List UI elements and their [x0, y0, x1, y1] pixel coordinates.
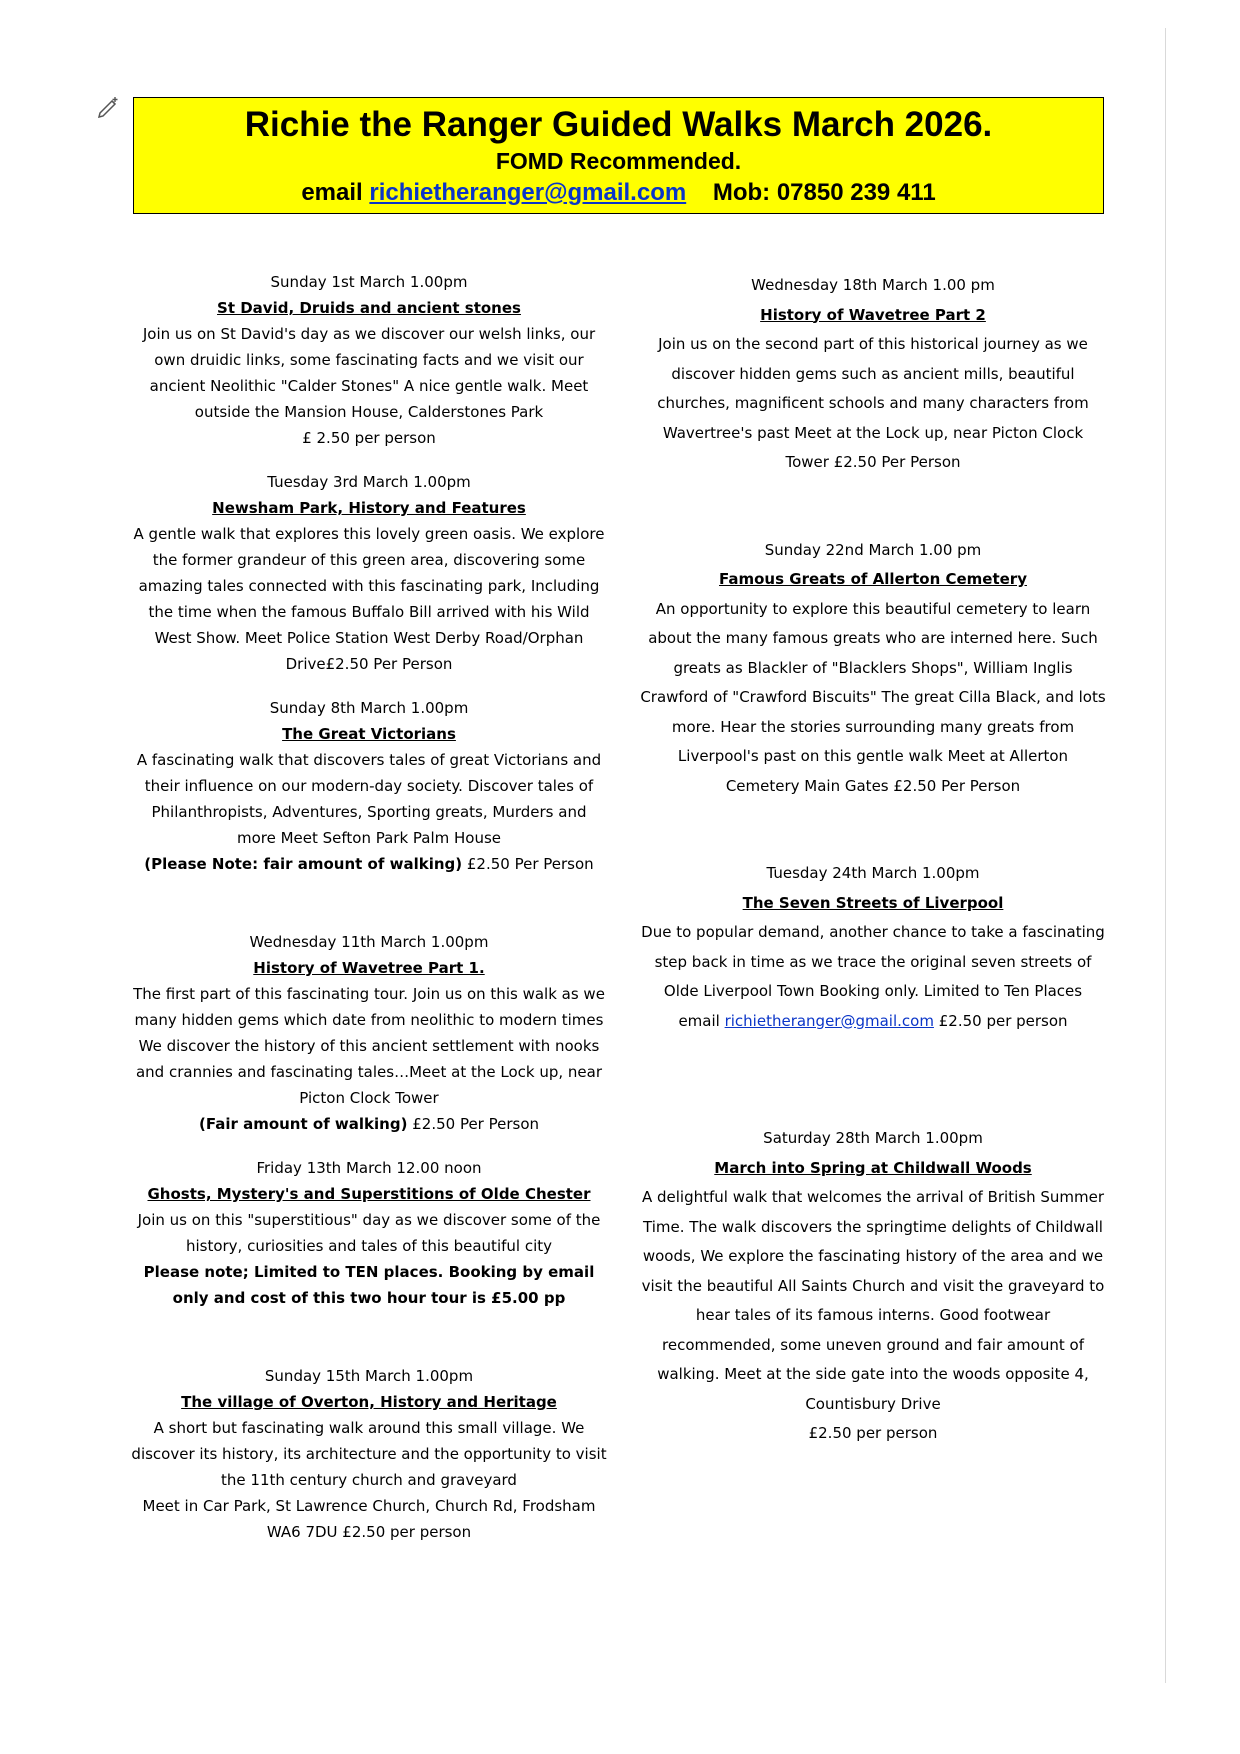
- event-great-victorians: [130, 695, 608, 877]
- event-allerton-cemetery: [640, 536, 1106, 802]
- event-description: Join us on this "superstitious" day as we discover some of the history, curiosities and tales of this beautiful city: [137, 1211, 601, 1255]
- event-description: A delightful walk that welcomes the arrival of British Summer Time. The walk discovers the springtime delights of Childwall woods, We explore the fascinating history of the area and we visit the beautiful All Saints Church and visit the graveyard to hear tales of its famous interns. Good footwear recommended, some uneven ground and fair amount of walking. Meet at the side gate into the woods opposite 4, Countisbury Drive: [641, 1188, 1105, 1413]
- event-contact: [640, 1007, 1106, 1037]
- event-footer: [130, 851, 608, 877]
- event-description: Join us on St David's day as we discover our welsh links, our own druidic links, some fascinating facts and we visit our ancient Neolithic "Calder Stones" A nice gentle walk. Meet outside the Mansion House, Calderstones Park: [142, 325, 596, 421]
- event-price: £2.50 Per Person: [466, 855, 594, 873]
- event-price: £ 2.50 per person: [302, 429, 436, 447]
- event-wavertree-part-2: [640, 271, 1106, 478]
- event-description: A gentle walk that explores this lovely green oasis. We explore the former grandeur of this green area, discovering some amazing tales connected with this fascinating park, Including the time when the famous Buffalo Bill arrived with his Wild West Show. Meet Police Station West Derby Road/Orphan Drive£2.50 Per Person: [133, 525, 605, 673]
- event-wavertree-part-1: [130, 929, 608, 1137]
- event-title: The village of Overton, History and Heritage: [181, 1393, 557, 1411]
- event-meeting: Meet in Car Park, St Lawrence Church, Church Rd, Frodsham WA6 7DU £2.50 per person: [142, 1497, 596, 1541]
- event-date: Tuesday 3rd March 1.00pm: [267, 473, 471, 491]
- event-price: £2.50 Per Person: [412, 1115, 540, 1133]
- event-note: Please note; Limited to TEN places. Booking by email only and cost of this two hour tour is £5.00 pp: [143, 1263, 595, 1307]
- event-title: History of Wavetree Part 1.: [253, 959, 485, 977]
- event-date: Sunday 1st March 1.00pm: [270, 273, 468, 291]
- event-footer: [130, 1111, 608, 1137]
- event-title: Newsham Park, History and Features: [212, 499, 526, 517]
- event-date: Friday 13th March 12.00 noon: [256, 1159, 482, 1177]
- event-title: History of Wavetree Part 2: [760, 305, 986, 324]
- event-description: An opportunity to explore this beautiful cemetery to learn about the many famous greats who are interned here. Such greats as Blackler of "Blacklers Shops", William Inglis Crawford of "Crawford Biscuits" The great Cilla Black, and lots more. Hear the stories surrounding many greats from Liverpool's past on this gentle walk Meet at Allerton Cemetery Main Gates £2.50 Per Person: [640, 599, 1106, 795]
- event-seven-streets: [640, 859, 1106, 1036]
- edit-pen-icon: [95, 95, 121, 121]
- page-title: Richie the Ranger Guided Walks March 2026.: [244, 105, 993, 144]
- event-description: A fascinating walk that discovers tales of great Victorians and their influence on our modern-day society. Discover tales of Philanthropists, Adventures, Sporting greats, Murders and more Meet Sefton Park Palm House: [136, 751, 602, 847]
- event-title: The Great Victorians: [282, 725, 456, 743]
- mobile-number: Mob: 07850 239 411: [712, 179, 936, 206]
- event-overton-village: [130, 1363, 608, 1545]
- event-price: £2.50 per person: [938, 1011, 1068, 1030]
- event-title: March into Spring at Childwall Woods: [714, 1158, 1032, 1177]
- event-date: Sunday 8th March 1.00pm: [269, 699, 469, 717]
- event-title: St David, Druids and ancient stones: [217, 299, 521, 317]
- email-label: email: [301, 179, 363, 206]
- event-date: Wednesday 11th March 1.00pm: [249, 933, 489, 951]
- event-date: Sunday 15th March 1.00pm: [264, 1367, 474, 1385]
- event-description: The first part of this fascinating tour. Join us on this walk as we many hidden gems which date from neolithic to modern times We discover the history of this ancient settlement with nooks and crannies and fascinating tales…Meet at the Lock up, near Picton Clock Tower: [133, 985, 605, 1107]
- event-note: (Please Note: fair amount of walking): [144, 855, 463, 873]
- event-date: Wednesday 18th March 1.00 pm: [751, 276, 995, 294]
- contact-line: [134, 176, 1103, 210]
- event-title: Ghosts, Mystery's and Superstitions of Olde Chester: [147, 1185, 591, 1203]
- event-description: Due to popular demand, another chance to take a fascinating step back in time as we trace the original seven streets of Olde Liverpool Town Booking only. Limited to Ten Places: [641, 923, 1105, 1000]
- event-date: Sunday 22nd March 1.00 pm: [764, 540, 982, 559]
- event-st-david: [130, 269, 608, 451]
- event-description: A short but fascinating walk around this small village. We discover its history, its architecture and the opportunity to visit the 11th century church and graveyard: [131, 1419, 607, 1489]
- page-subtitle: FOMD Recommended.: [495, 148, 742, 174]
- page-margin-rule: [1165, 28, 1166, 1683]
- email-label: email: [678, 1011, 720, 1030]
- event-price: £2.50 per person: [808, 1424, 938, 1442]
- event-date: Tuesday 24th March 1.00pm: [766, 864, 980, 882]
- right-column: [640, 271, 1106, 1449]
- email-link[interactable]: richietheranger@gmail.com: [369, 179, 687, 206]
- event-description: Join us on the second part of this historical journey as we discover hidden gems such as ancient mills, beautiful churches, magnificent schools and many characters from Wavertree's past Meet at the Lock up, near Picton Clock Tower £2.50 Per Person: [657, 335, 1089, 471]
- event-olde-chester: [130, 1155, 608, 1311]
- event-title: Famous Greats of Allerton Cemetery: [719, 570, 1027, 588]
- event-title: The Seven Streets of Liverpool: [742, 893, 1004, 912]
- event-newsham-park: [130, 469, 608, 677]
- left-column: [130, 269, 608, 1545]
- event-childwall-woods: [640, 1124, 1106, 1449]
- header-banner: [133, 97, 1104, 214]
- event-note: (Fair amount of walking): [198, 1115, 408, 1133]
- email-link[interactable]: richietheranger@gmail.com: [724, 1011, 934, 1030]
- event-date: Saturday 28th March 1.00pm: [763, 1129, 983, 1147]
